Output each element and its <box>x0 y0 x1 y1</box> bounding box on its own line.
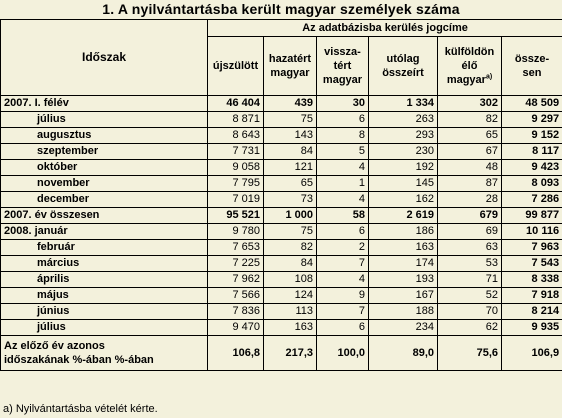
table-row <box>1 112 562 128</box>
table-cell: 7 731 <box>208 144 264 160</box>
group-column-header: Az adatbázisba kerülés jogcíme <box>208 20 562 37</box>
table-cell: 9 <box>317 288 369 304</box>
table-cell: 230 <box>369 144 438 160</box>
table-cell: 193 <box>369 272 438 288</box>
table-cell: 82 <box>438 112 502 128</box>
table-row <box>1 272 562 288</box>
comparison-cell: 89,0 <box>369 336 438 371</box>
comparison-cell: 217,3 <box>264 336 317 371</box>
column-header-line: összeírt <box>382 67 424 79</box>
row-label: július <box>1 112 208 128</box>
comparison-label-line: időszakának %-ában %-ában <box>4 354 154 366</box>
row-label: április <box>1 272 208 288</box>
table-cell: 7 566 <box>208 288 264 304</box>
comparison-label-line: Az előző év azonos <box>4 340 105 352</box>
table-cell: 7 962 <box>208 272 264 288</box>
table-cell: 71 <box>438 272 502 288</box>
row-label: augusztus <box>1 128 208 144</box>
table-cell: 6 <box>317 112 369 128</box>
table-cell: 7 918 <box>502 288 562 304</box>
table-cell: 4 <box>317 192 369 208</box>
comparison-cell: 100,0 <box>317 336 369 371</box>
table-row <box>1 128 562 144</box>
table-cell: 75 <box>264 224 317 240</box>
column-header-line: össze- <box>514 53 550 65</box>
table-row <box>1 304 562 320</box>
table-cell: 65 <box>438 128 502 144</box>
row-label: 2007. év összesen <box>1 208 208 224</box>
table-cell: 7 019 <box>208 192 264 208</box>
row-label: május <box>1 288 208 304</box>
table-cell: 9 423 <box>502 160 562 176</box>
table-cell: 302 <box>438 96 502 112</box>
row-label: március <box>1 256 208 272</box>
table-cell: 186 <box>369 224 438 240</box>
comparison-cell: 75,6 <box>438 336 502 371</box>
row-label: július <box>1 320 208 336</box>
table-cell: 124 <box>264 288 317 304</box>
column-header-line: magyar <box>270 67 310 79</box>
column-header-line: sen <box>522 67 542 79</box>
comparison-cell: 106,9 <box>502 336 562 371</box>
table-cell: 9 935 <box>502 320 562 336</box>
table-cell: 439 <box>264 96 317 112</box>
footnote-marker: a) <box>485 73 493 81</box>
table-cell: 162 <box>369 192 438 208</box>
table-row <box>1 176 562 192</box>
table-row <box>1 96 562 112</box>
column-header <box>502 37 562 96</box>
table-cell: 84 <box>264 256 317 272</box>
table-cell: 10 116 <box>502 224 562 240</box>
table-cell: 1 334 <box>369 96 438 112</box>
column-header-text: magyar <box>446 74 486 86</box>
table-row <box>1 240 562 256</box>
table-cell: 121 <box>264 160 317 176</box>
column-header-line: külföldön <box>444 46 495 58</box>
column-header-line: hazatért <box>268 53 312 65</box>
table-cell: 65 <box>264 176 317 192</box>
period-column-header: Időszak <box>1 20 208 96</box>
table-cell: 48 <box>438 160 502 176</box>
column-header-line: magyar <box>322 74 363 86</box>
table-cell: 7 836 <box>208 304 264 320</box>
table-cell: 7 653 <box>208 240 264 256</box>
table-cell: 9 058 <box>208 160 264 176</box>
column-header-line <box>439 73 500 87</box>
table-cell: 8 214 <box>502 304 562 320</box>
table-row <box>1 224 562 240</box>
column-header-line: élő <box>461 60 478 72</box>
comparison-cell: 106,8 <box>208 336 264 371</box>
column-header <box>264 37 317 96</box>
table-cell: 46 404 <box>208 96 264 112</box>
row-label: 2008. január <box>1 224 208 240</box>
table-cell: 9 470 <box>208 320 264 336</box>
table-cell: 4 <box>317 160 369 176</box>
table-title: 1. A nyilvántartásba került magyar személyek száma <box>102 1 460 17</box>
table-row <box>1 144 562 160</box>
table-cell: 293 <box>369 128 438 144</box>
row-label: június <box>1 304 208 320</box>
table-cell: 48 509 <box>502 96 562 112</box>
table-cell: 8 <box>317 128 369 144</box>
table-row <box>1 160 562 176</box>
table-cell: 52 <box>438 288 502 304</box>
statistics-table <box>0 19 562 371</box>
footnote: a) Nyilvántartásba vételét kérte. <box>3 403 158 415</box>
table-cell: 1 <box>317 176 369 192</box>
table-cell: 75 <box>264 112 317 128</box>
table-cell: 7 795 <box>208 176 264 192</box>
table-cell: 7 543 <box>502 256 562 272</box>
table-cell: 67 <box>438 144 502 160</box>
table-cell: 263 <box>369 112 438 128</box>
table-cell: 163 <box>264 320 317 336</box>
table-cell: 6 <box>317 320 369 336</box>
table-row <box>1 208 562 224</box>
table-cell: 7 <box>317 304 369 320</box>
row-label: december <box>1 192 208 208</box>
table-row <box>1 288 562 304</box>
table-cell: 145 <box>369 176 438 192</box>
table-cell: 8 338 <box>502 272 562 288</box>
table-cell: 8 871 <box>208 112 264 128</box>
table-cell: 234 <box>369 320 438 336</box>
table-row <box>1 192 562 208</box>
table-cell: 7 225 <box>208 256 264 272</box>
row-label: 2007. I. félév <box>1 96 208 112</box>
table-cell: 8 643 <box>208 128 264 144</box>
table-cell: 174 <box>369 256 438 272</box>
column-header-line: vissza- <box>324 46 361 58</box>
row-label: október <box>1 160 208 176</box>
table-cell: 62 <box>438 320 502 336</box>
table-cell: 30 <box>317 96 369 112</box>
table-cell: 73 <box>264 192 317 208</box>
table-cell: 8 117 <box>502 144 562 160</box>
column-header <box>438 37 502 96</box>
row-label: november <box>1 176 208 192</box>
table-cell: 9 152 <box>502 128 562 144</box>
table-cell: 28 <box>438 192 502 208</box>
column-header-line: utólag <box>386 53 420 65</box>
table-cell: 113 <box>264 304 317 320</box>
table-cell: 69 <box>438 224 502 240</box>
comparison-label <box>1 336 208 371</box>
table-cell: 108 <box>264 272 317 288</box>
table-cell: 53 <box>438 256 502 272</box>
table-cell: 5 <box>317 144 369 160</box>
table-cell: 82 <box>264 240 317 256</box>
table-row <box>1 256 562 272</box>
table-cell: 7 963 <box>502 240 562 256</box>
table-row <box>1 320 562 336</box>
table-cell: 7 286 <box>502 192 562 208</box>
table-cell: 99 877 <box>502 208 562 224</box>
table-cell: 143 <box>264 128 317 144</box>
table-cell: 58 <box>317 208 369 224</box>
table-cell: 7 <box>317 256 369 272</box>
table-body <box>1 96 562 371</box>
table-cell: 8 093 <box>502 176 562 192</box>
column-header <box>317 37 369 96</box>
row-label: szeptember <box>1 144 208 160</box>
table-cell: 192 <box>369 160 438 176</box>
table-cell: 167 <box>369 288 438 304</box>
column-header-line: újszülött <box>212 60 259 72</box>
table-cell: 2 619 <box>369 208 438 224</box>
table-cell: 188 <box>369 304 438 320</box>
table-cell: 4 <box>317 272 369 288</box>
table-cell: 9 780 <box>208 224 264 240</box>
row-label: február <box>1 240 208 256</box>
table-cell: 95 521 <box>208 208 264 224</box>
column-header-line: tért <box>333 60 352 72</box>
table-cell: 70 <box>438 304 502 320</box>
table-cell: 2 <box>317 240 369 256</box>
table-cell: 6 <box>317 224 369 240</box>
table-cell: 9 297 <box>502 112 562 128</box>
comparison-row <box>1 336 562 371</box>
column-header <box>208 37 264 96</box>
table-cell: 87 <box>438 176 502 192</box>
table-cell: 84 <box>264 144 317 160</box>
table-cell: 1 000 <box>264 208 317 224</box>
table-cell: 63 <box>438 240 502 256</box>
table-cell: 679 <box>438 208 502 224</box>
table-cell: 163 <box>369 240 438 256</box>
column-header <box>369 37 438 96</box>
